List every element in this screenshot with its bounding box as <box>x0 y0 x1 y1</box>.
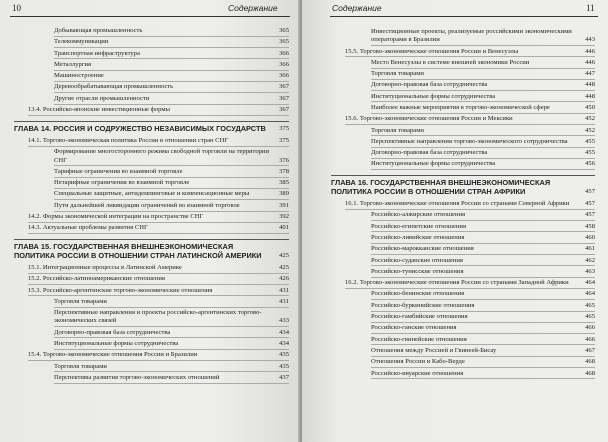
toc-page-number: 433 <box>279 317 289 325</box>
page-number: 10 <box>12 3 21 13</box>
toc-section <box>28 137 289 147</box>
toc-page-number: 448 <box>585 92 595 100</box>
toc-subsection <box>54 363 289 373</box>
toc-subsection <box>371 290 595 300</box>
toc-page-number: 448 <box>585 81 595 89</box>
toc-entry-title: Российско-бенинские отношения <box>371 290 465 298</box>
toc-entry-title: Формирование многостороннего режима свободной торговли на территории СНГ <box>54 148 269 164</box>
toc-page-number: 375 <box>279 124 289 132</box>
toc-page-number: 366 <box>279 49 289 57</box>
toc-subsection <box>371 59 595 69</box>
running-title: Содержание <box>228 3 278 13</box>
toc-page-number: 452 <box>585 126 595 134</box>
toc-entry-title: Российско-ивуарские отношения <box>371 369 464 377</box>
toc-section <box>28 224 289 234</box>
toc-subsection <box>371 302 595 312</box>
toc-subsection <box>371 160 595 170</box>
toc-entry-title: Институциональные формы сотрудничества <box>371 160 496 168</box>
toc-entry-title: Договорно-правовая база сотрудничества <box>371 81 488 89</box>
page-number: 11 <box>586 3 595 13</box>
toc-entry-title: Торговля товарами <box>54 297 107 305</box>
toc-entry-title: Инвестиционные проекты, реализуемые российскими экономическими операторами в Бразилии <box>371 28 572 44</box>
toc-page-number: 434 <box>279 328 289 336</box>
toc-entry-title: Торговля товарами <box>54 362 107 370</box>
toc-page-number: 468 <box>585 369 595 377</box>
toc-page-number: 392 <box>279 213 289 221</box>
toc-section <box>28 106 289 116</box>
toc-entry-title: Наиболее важные мероприятия в торгово-экономической сфере <box>371 103 550 111</box>
toc-entry-title: Телекоммуникации <box>54 38 109 46</box>
toc-subsection <box>54 38 289 48</box>
toc-page-number: 425 <box>279 263 289 271</box>
toc-subsection <box>54 309 289 327</box>
toc-entry-title: Российско-суданские отношения <box>371 256 463 264</box>
toc-page-number: 385 <box>279 179 289 187</box>
toc-subsection <box>54 72 289 82</box>
toc-subsection <box>371 104 595 114</box>
toc-entry-title: Договорно-правовая база сотрудничества <box>371 149 488 157</box>
toc-page-number: 456 <box>585 160 595 168</box>
toc-entry-title: Машиностроение <box>54 72 104 80</box>
toc-entry-title: Отношения России и Кабо-Верде <box>371 358 465 366</box>
toc-section <box>345 200 595 210</box>
toc-entry-title: ГЛАВА 15. ГОСУДАРСТВЕННАЯ ВНЕШНЕЭКОНОМИЧЕСКАЯ ПОЛИТИКА РОССИИ В ОТНОШЕНИИ СТРАН ЛАТИНСКОЙ АМЕРИКИ <box>14 242 262 260</box>
toc-subsection <box>371 28 595 46</box>
toc-page-number: 366 <box>279 72 289 80</box>
toc-list <box>14 27 289 385</box>
toc-entry-title: Торговля товарами <box>371 126 424 134</box>
toc-list <box>331 28 595 381</box>
toc-entry-title: 13.4. Российско-японские инвестиционные формы <box>28 106 170 114</box>
toc-subsection <box>54 190 289 200</box>
toc-page-number: 431 <box>279 286 289 294</box>
toc-entry-title: Российско-ганские отношения <box>371 324 457 332</box>
toc-page-number: 437 <box>279 373 289 381</box>
toc-subsection <box>371 149 595 159</box>
toc-page-number: 464 <box>585 279 595 287</box>
toc-subsection <box>54 83 289 93</box>
toc-subsection <box>54 95 289 105</box>
toc-page-number: 457 <box>585 200 595 208</box>
toc-subsection <box>54 27 289 37</box>
toc-section <box>28 264 289 274</box>
running-title: Содержание <box>332 3 382 13</box>
toc-entry-title: Тарифные ограничения во взаимной торговле <box>54 167 183 175</box>
toc-entry-title: ГЛАВА 16. ГОСУДАРСТВЕННАЯ ВНЕШНЕЭКОНОМИЧЕСКАЯ ПОЛИТИКА РОССИИ В ОТНОШЕНИИ СТРАН АФРИКИ <box>331 178 551 196</box>
toc-entry-title: 16.2. Торгово-экономические отношения России со странами Западной Африки <box>345 279 569 287</box>
toc-section <box>28 351 289 361</box>
toc-entry-title: Торговля товарами <box>371 70 424 78</box>
toc-subsection <box>54 298 289 308</box>
toc-entry-title: Российско-египетские отношения <box>371 222 466 230</box>
toc-entry-title: 15.6. Торгово-экономические отношения России и Мексики <box>345 115 513 123</box>
toc-subsection <box>54 179 289 189</box>
toc-subsection <box>371 347 595 357</box>
toc-page-number: 467 <box>585 346 595 354</box>
toc-page-number: 389 <box>279 190 289 198</box>
toc-section <box>28 213 289 223</box>
toc-page-number: 466 <box>585 335 595 343</box>
toc-page-number: 465 <box>585 301 595 309</box>
toc-page-number: 366 <box>279 60 289 68</box>
toc-entry-title: 16.1. Торгово-экономические отношения России со странами Северной Африки <box>345 200 570 208</box>
header-rule <box>10 16 290 17</box>
toc-subsection <box>371 138 595 148</box>
toc-subsection <box>371 223 595 233</box>
right-page <box>302 0 608 442</box>
toc-subsection <box>54 148 289 166</box>
toc-section <box>345 279 595 289</box>
toc-subsection <box>371 313 595 323</box>
toc-subsection <box>371 370 595 380</box>
toc-subsection <box>54 202 289 212</box>
toc-entry-title: Отношения между Россией и Гвинеей-Бисау <box>371 346 497 354</box>
toc-entry-title: Российско-гвинейские отношения <box>371 335 467 343</box>
toc-entry-title: Нетарифные ограничения во взаимной торговле <box>54 179 190 187</box>
header-rule <box>330 16 598 17</box>
toc-subsection <box>54 168 289 178</box>
toc-page-number: 468 <box>585 358 595 366</box>
toc-page-number: 391 <box>279 201 289 209</box>
toc-page-number: 435 <box>279 351 289 359</box>
toc-page-number: 375 <box>279 137 289 145</box>
toc-entry-title: 14.2. Формы экономической интеграции на пространстве СНГ <box>28 213 204 221</box>
toc-page-number: 457 <box>585 187 595 195</box>
toc-subsection <box>371 81 595 91</box>
toc-page-number: 434 <box>279 339 289 347</box>
toc-section <box>28 287 289 297</box>
toc-chapter-heading <box>14 121 289 134</box>
toc-subsection <box>371 324 595 334</box>
toc-subsection <box>54 329 289 339</box>
toc-entry-title: Добывающая промышленность <box>54 27 143 34</box>
toc-entry-title: 15.2. Российско-латиноамериканские отношения <box>28 275 165 283</box>
toc-subsection <box>371 257 595 267</box>
toc-page-number: 376 <box>279 156 289 164</box>
toc-page-number: 446 <box>585 47 595 55</box>
toc-page-number: 425 <box>279 251 289 259</box>
toc-entry-title: Перспективные направления торгово-экономического сотрудничества <box>371 137 568 145</box>
toc-entry-title: Российско-буркинийские отношения <box>371 301 475 309</box>
toc-page-number: 367 <box>279 83 289 91</box>
toc-page-number: 367 <box>279 94 289 102</box>
toc-page-number: 378 <box>279 167 289 175</box>
toc-entry-title: Специальные защитные, антидемпинговые и компенсационные меры <box>54 190 250 198</box>
toc-entry-title: Российско-ливийские отношения <box>371 233 465 241</box>
toc-page-number: 431 <box>279 297 289 305</box>
toc-subsection <box>371 358 595 368</box>
toc-page-number: 462 <box>585 256 595 264</box>
toc-subsection <box>371 245 595 255</box>
toc-page-number: 452 <box>585 115 595 123</box>
toc-entry-title: 15.5. Торгово-экономические отношения России и Венесуэлы <box>345 47 519 55</box>
toc-page-number: 367 <box>279 106 289 114</box>
toc-entry-title: Российско-алжирские отношения <box>371 211 466 219</box>
toc-page-number: 455 <box>585 137 595 145</box>
toc-entry-title: 14.3. Актуальные проблемы развития СНГ <box>28 224 148 232</box>
toc-subsection <box>371 336 595 346</box>
toc-page-number: 464 <box>585 290 595 298</box>
toc-entry-title: Институциональные формы сотрудничества <box>54 339 179 347</box>
toc-page-number: 446 <box>585 58 595 66</box>
toc-page-number: 365 <box>279 27 289 34</box>
toc-section <box>345 115 595 125</box>
toc-entry-title: Деревообрабатывающая промышленность <box>54 83 174 91</box>
toc-entry-title: Российско-тунисские отношения <box>371 267 464 275</box>
toc-entry-title: Российско-гамбийские отношения <box>371 313 468 321</box>
toc-entry-title: Металлургия <box>54 60 92 68</box>
toc-entry-title: Транспортная инфраструктура <box>54 49 140 57</box>
toc-page-number: 401 <box>279 224 289 232</box>
toc-subsection <box>371 268 595 278</box>
left-page <box>0 0 300 442</box>
toc-page-number: 463 <box>585 267 595 275</box>
toc-page-number: 447 <box>585 70 595 78</box>
toc-entry-title: Перспективные направления и проекты российско-аргентинских торгово-экономических связей <box>54 309 262 325</box>
toc-subsection <box>371 93 595 103</box>
toc-page-number: 455 <box>585 149 595 157</box>
toc-page-number: 460 <box>585 233 595 241</box>
toc-page-number: 450 <box>585 103 595 111</box>
toc-entry-title: 14.1. Торгово-экономическая политика России в отношении стран СНГ <box>28 137 229 145</box>
toc-entry-title: Пути дальнейшей ликвидации ограничений во взаимной торговле <box>54 201 240 209</box>
toc-page-number: 461 <box>585 245 595 253</box>
toc-section <box>345 48 595 58</box>
toc-page-number: 465 <box>585 313 595 321</box>
toc-section <box>28 275 289 285</box>
toc-entry-title: Институциональные формы сотрудничества <box>371 92 496 100</box>
toc-entry-title: Договорно-правовая база сотрудничества <box>54 328 171 336</box>
toc-page-number: 426 <box>279 275 289 283</box>
toc-subsection <box>371 127 595 137</box>
toc-entry-title: Российско-марокканские отношения <box>371 245 474 253</box>
toc-page-number: 457 <box>585 211 595 219</box>
toc-entry-title: ГЛАВА 14. РОССИЯ И СОДРУЖЕСТВО НЕЗАВИСИМЫХ ГОСУДАРСТВ <box>14 123 266 133</box>
toc-entry-title: Другие отрасли промышленности <box>54 94 150 102</box>
toc-chapter-heading <box>14 239 289 261</box>
toc-subsection <box>371 70 595 80</box>
toc-subsection <box>371 234 595 244</box>
toc-entry-title: 15.3. Российско-аргентинские торгово-экономические отношения <box>28 286 213 294</box>
toc-subsection <box>54 50 289 60</box>
toc-subsection <box>54 374 289 384</box>
toc-entry-title: Перспективы развития торгово-экономических отношений <box>54 373 220 381</box>
toc-entry-title: 15.1. Интеграционные процессы в Латинской Америке <box>28 263 182 271</box>
toc-page-number: 443 <box>585 36 595 44</box>
toc-page-number: 435 <box>279 362 289 370</box>
toc-entry-title: Место Венесуэлы в системе внешней экономики России <box>371 58 530 66</box>
toc-subsection <box>371 211 595 221</box>
toc-subsection <box>54 61 289 71</box>
toc-chapter-heading <box>331 175 595 197</box>
toc-subsection <box>54 340 289 350</box>
toc-page-number: 466 <box>585 324 595 332</box>
toc-page-number: 365 <box>279 38 289 46</box>
toc-page-number: 458 <box>585 222 595 230</box>
toc-entry-title: 15.4. Торгово-экономические отношения России и Бразилии <box>28 351 198 359</box>
